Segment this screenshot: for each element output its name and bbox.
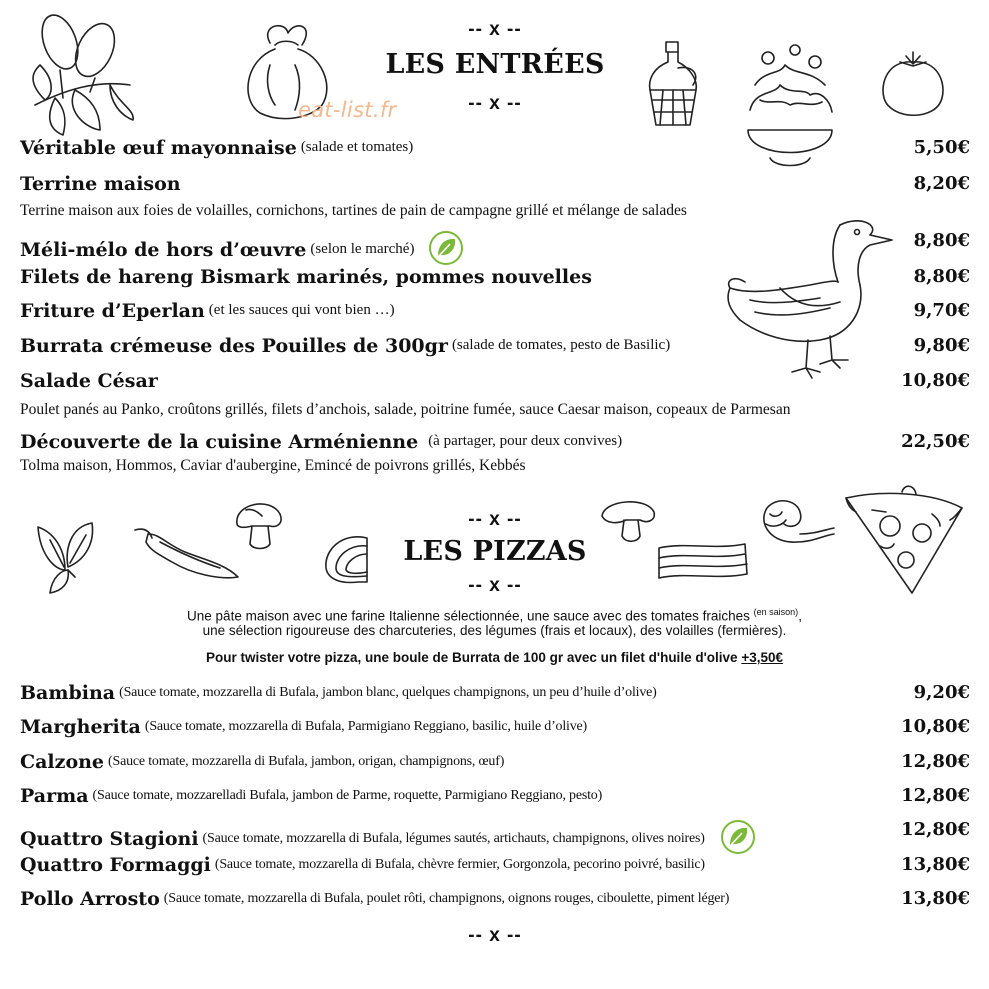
bacon-icon [655, 540, 750, 582]
pizza-item [20, 819, 970, 855]
dish-note: (et les sauces qui vont bien …) [208, 302, 395, 318]
menu-item [20, 266, 970, 288]
dish-price: 8,20€ [913, 173, 970, 194]
pizza-ingredients: (Sauce tomate, mozzarella di Bufala, légumes sautés, artichauts, champignons, olives noires) [202, 831, 705, 846]
pizza-name: Pollo Arrosto [20, 888, 160, 910]
menu-item [20, 300, 970, 322]
dish-price: 9,80€ [913, 335, 970, 356]
separator-pizzas-bottom: -- x -- [468, 575, 522, 596]
menu-item [20, 230, 970, 266]
pizza-price: 13,80€ [901, 854, 970, 875]
dish-price: 8,80€ [913, 230, 970, 251]
pizza-item [20, 751, 970, 773]
dish-note: (selon le marché) [310, 241, 415, 257]
pizza-intro-end: , [798, 608, 802, 624]
pizza-ingredients: (Sauce tomate, mozzarelladi Bufala, jambon de Parme, roquette, Parmigiano Reggiano, pesto) [92, 788, 603, 803]
menu-item [20, 335, 970, 357]
dish-price: 5,50€ [913, 137, 970, 158]
dish-name: Burrata crémeuse des Pouilles de 300gr [20, 335, 448, 357]
dish-name: Découverte de la cuisine Arménienne [20, 431, 419, 453]
menu-item [20, 370, 970, 392]
menu-item [20, 173, 970, 195]
pizza-name: Bambina [20, 682, 116, 704]
pizza-item [20, 682, 970, 704]
dish-note: (salade et tomates) [300, 139, 414, 155]
burrata-text: Pour twister votre pizza, une boule de Burrata de 100 gr avec un filet d'huile d'olive [206, 650, 738, 665]
burrata-extra [0, 650, 989, 665]
pizza-intro-sup: (en saison) [753, 607, 799, 617]
dish-name: Friture d’Eperlan [20, 300, 205, 322]
dish-description: Poulet panés au Panko, croûtons grillés, filets d’anchois, salade, poitrine fumée, sauce Caesar maison, copeaux de Parmesan [20, 401, 791, 418]
section-title-pizzas: LES PIZZAS [403, 536, 587, 567]
oil-bottle-icon [638, 40, 708, 130]
menu-item [20, 137, 970, 159]
pizza-name: Quattro Stagioni [20, 828, 199, 850]
separator-top: -- x -- [468, 19, 522, 40]
olive-branch-icon [15, 10, 135, 135]
pizza-ingredients: (Sauce tomate, mozzarella di Bufala, Parmigiano Reggiano, basilic, huile d’olive) [144, 719, 588, 734]
menu-item [20, 431, 970, 453]
chili-pepper-icon [130, 522, 240, 582]
dish-note: (salade de tomates, pesto de Basilic) [451, 337, 671, 353]
dish-price: 10,80€ [901, 370, 970, 391]
burrata-price: +3,50€ [741, 650, 783, 665]
pizza-ingredients: (Sauce tomate, mozzarella di Bufala, poulet rôti, champignons, oignons rouges, ciboulette, piment léger) [163, 891, 730, 906]
dish-description: Terrine maison aux foies de volailles, cornichons, tartines de pain de campagne grillé et mélange de salades [20, 202, 687, 219]
dish-name: Méli-mélo de hors d’œuvre [20, 239, 307, 261]
dish-price: 8,80€ [913, 266, 970, 287]
section-title-entrees: LES ENTRÉES [385, 49, 605, 80]
pizza-item [20, 716, 970, 738]
pizza-name: Margherita [20, 716, 141, 738]
vegetarian-leaf-icon [720, 819, 756, 855]
pizza-price: 12,80€ [901, 819, 970, 840]
dish-price: 9,70€ [913, 300, 970, 321]
tomato-icon [878, 48, 948, 123]
separator-bottom: -- x -- [468, 925, 522, 946]
pizza-price: 9,20€ [913, 682, 970, 703]
pizza-item [20, 785, 970, 807]
pizza-name: Calzone [20, 751, 105, 773]
pizza-item [20, 888, 970, 910]
pizza-price: 12,80€ [901, 785, 970, 806]
pizza-ingredients: (Sauce tomate, mozzarella di Bufala, jambon blanc, quelques champignons, un peu d’huile d’olive) [119, 685, 657, 700]
separator-pizzas-top: -- x -- [468, 509, 522, 530]
dish-name: Filets de hareng Bismark marinés, pommes nouvelles [20, 266, 592, 288]
pizza-intro-text: Une pâte maison avec une farine Italienne sélectionnée, une sauce avec des tomates fraiches [187, 608, 750, 624]
pizza-ingredients: (Sauce tomate, mozzarella di Bufala, chèvre fermier, Gorgonzola, pecorino poivré, basilic) [214, 857, 705, 872]
mushroom-icon [232, 496, 287, 551]
separator-entrees-bottom: -- x -- [468, 93, 522, 114]
pizza-price: 13,80€ [901, 888, 970, 909]
dish-price: 22,50€ [901, 431, 970, 452]
vegetarian-leaf-icon [428, 230, 464, 266]
dish-description: Tolma maison, Hommos, Caviar d'aubergine, Emincé de poivrons grillés, Kebbés [20, 457, 526, 474]
watermark: eat-list.fr [298, 98, 397, 122]
dish-name: Véritable œuf mayonnaise [20, 137, 297, 159]
pizza-name: Quattro Formaggi [20, 854, 211, 876]
pizza-item [20, 854, 970, 876]
pizza-price: 10,80€ [901, 716, 970, 737]
pizza-intro-line-2: une sélection rigoureuse des charcuteries, des légumes (frais et locaux), des volailles (fermières). [202, 623, 787, 638]
pizza-price: 12,80€ [901, 751, 970, 772]
basil-icon [30, 515, 100, 595]
pizza-slice-icon [842, 488, 967, 598]
dish-name: Salade César [20, 370, 158, 392]
pizza-ingredients: (Sauce tomate, mozzarella di Bufala, jambon, origan, champignons, œuf) [108, 754, 505, 769]
dish-note: (à partager, pour deux convives) [428, 433, 623, 449]
pizza-name: Parma [20, 785, 89, 807]
dish-name: Terrine maison [20, 173, 181, 195]
shrimp-icon [752, 494, 837, 554]
